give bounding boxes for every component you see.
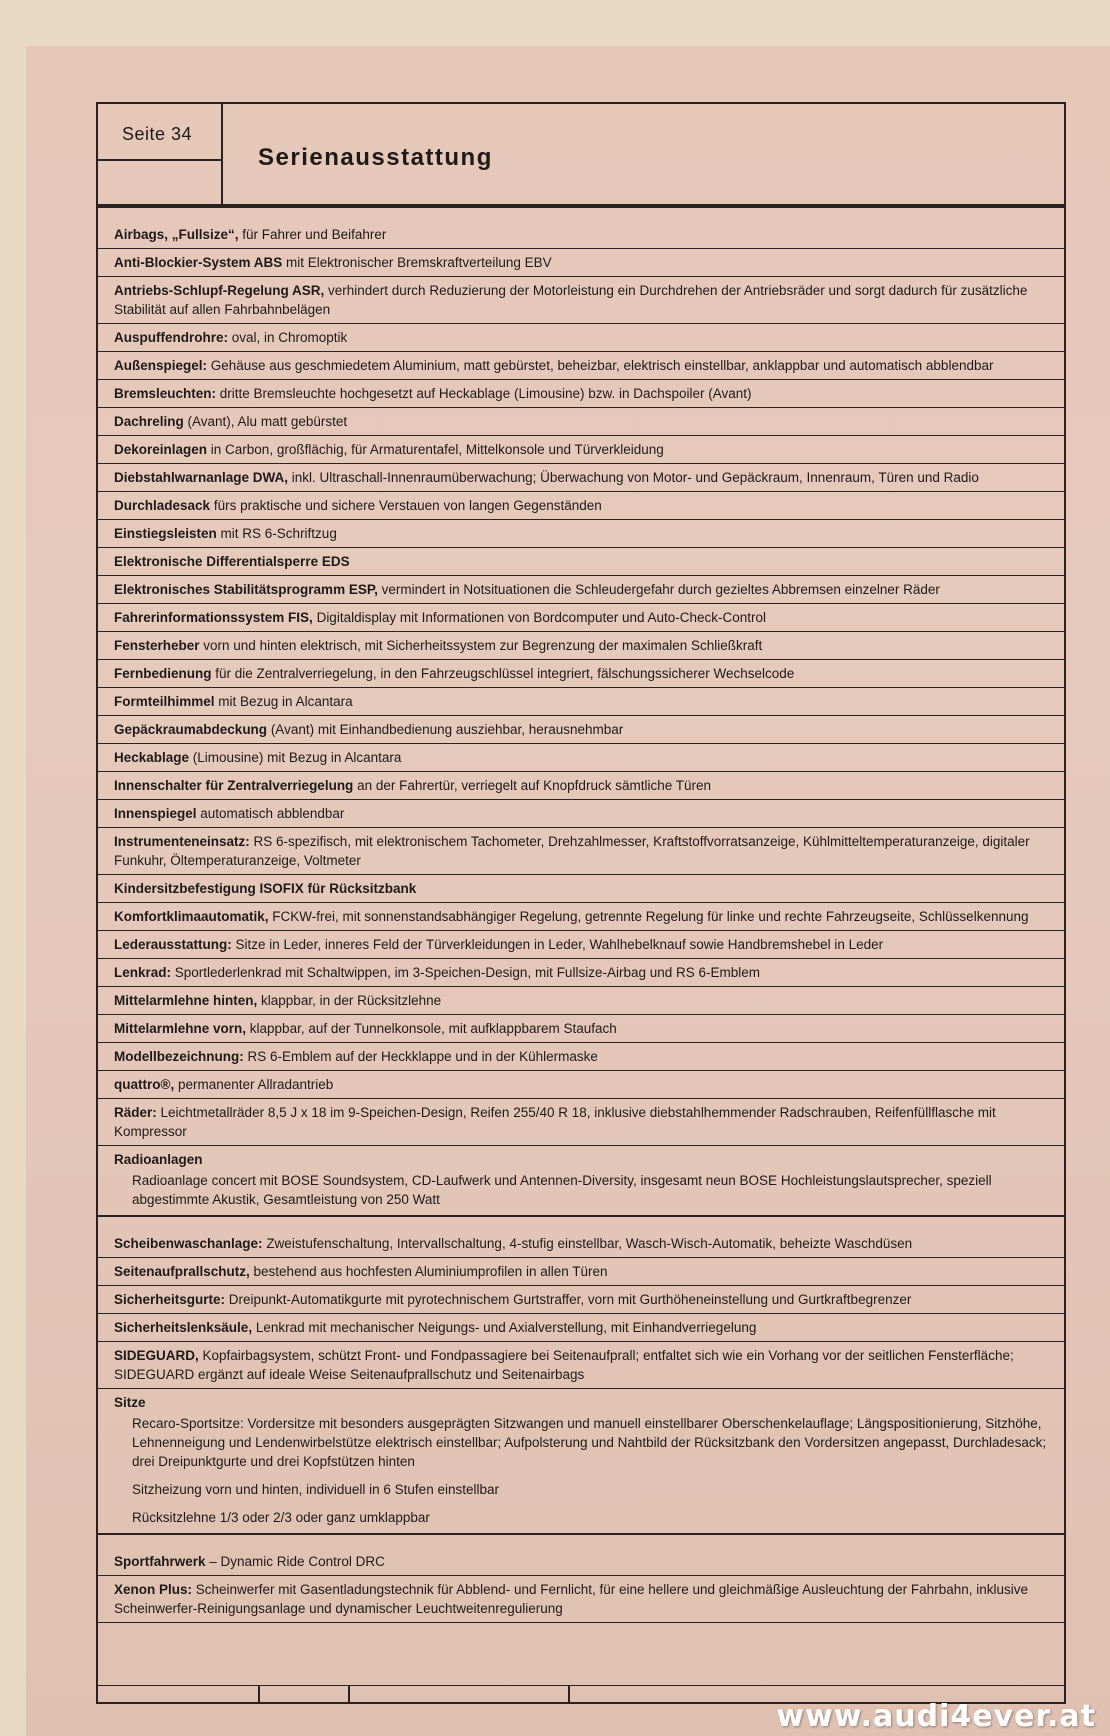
equipment-row — [98, 603, 1064, 631]
equipment-term: Bremsleuchten: — [114, 386, 217, 401]
equipment-term: Fensterheber — [114, 638, 200, 653]
equipment-term: Xenon Plus: — [114, 1582, 193, 1597]
equipment-description: inkl. Ultraschall-Innenraumüberwachung; Überwachung von Motor- und Gepäckraum, Innenraum, Türen und Radio — [288, 470, 979, 485]
equipment-row — [98, 715, 1064, 743]
equipment-description: verhindert durch Reduzierung der Motorleistung ein Durchdrehen der Antriebsräder und sorgt dadurch für zusätzliche Stabilität auf allen Fahrbahnbelägen — [114, 283, 1028, 317]
equipment-term: Kindersitzbefestigung ISOFIX für Rücksitzbank — [114, 881, 417, 896]
equipment-description: Gehäuse aus geschmiedetem Aluminium, matt gebürstet, beheizbar, elektrisch einstellbar, anklappbar und automatisch abblendbar — [207, 358, 994, 373]
equipment-term: SIDEGUARD, — [114, 1348, 199, 1363]
footer-divider — [348, 1686, 350, 1702]
equipment-sub-item: Recaro-Sportsitze: Vordersitze mit besonders ausgeprägten Sitzwangen und manuell einstellbarer Oberschenkelauflage; Längspositionierung, Sitzhöhe, Lehnenneigung und Lendenwirbelstütze elektrisch einstellbar; Aufpolsterung und Nahtbild der Rücksitzbank den Vordersitzen angepasst, Durchladesack; drei Dreipunktgurte und drei Kopfstützen hinten — [132, 1416, 1047, 1469]
equipment-description: RS 6-Emblem auf der Heckklappe und in der Kühlermaske — [243, 1049, 598, 1064]
equipment-description: Scheinwerfer mit Gasentladungstechnik für Abblend- und Fernlicht, für eine hellere und gleichmäßige Ausleuchtung der Fahrbahn, inklusive Scheinwerfer-Reinigungsanlage und dynamischer Leuchtweitenregulierung — [114, 1582, 1028, 1616]
equipment-term: Antriebs-Schlupf-Regelung ASR, — [114, 283, 325, 298]
equipment-row — [98, 1070, 1064, 1098]
equipment-description: automatisch abblendbar — [196, 806, 345, 821]
equipment-row — [98, 248, 1064, 276]
equipment-term: Elektronische Differentialsperre EDS — [114, 554, 350, 569]
equipment-row — [98, 659, 1064, 687]
blank-row — [98, 1622, 1064, 1685]
equipment-description: klappbar, auf der Tunnelkonsole, mit aufklappbarem Staufach — [246, 1021, 617, 1036]
equipment-sub-item: Rücksitzlehne 1/3 oder 2/3 oder ganz umklappbar — [132, 1510, 430, 1525]
equipment-row — [98, 1215, 1064, 1257]
equipment-description: Zweistufenschaltung, Intervallschaltung, 4-stufig einstellbar, Wasch-Wisch-Automatik, beheizte Waschdüsen — [262, 1236, 913, 1251]
equipment-term: Lederausstattung: — [114, 937, 232, 952]
equipment-row — [98, 631, 1064, 659]
equipment-term: Innenschalter für Zentralverriegelung — [114, 778, 354, 793]
equipment-term: Dekoreinlagen — [114, 442, 208, 457]
page-title: Serienausstattung — [258, 144, 493, 171]
equipment-row — [98, 1533, 1064, 1575]
equipment-row — [98, 958, 1064, 986]
equipment-row — [98, 276, 1064, 323]
equipment-term: Scheibenwaschanlage: — [114, 1236, 263, 1251]
equipment-term: Lenkrad: — [114, 965, 172, 980]
equipment-description: Lenkrad mit mechanischer Neigungs- und Axialverstellung, mit Einhandverriegelung — [252, 1320, 757, 1335]
equipment-term: Anti-Blockier-System ABS — [114, 255, 283, 270]
equipment-description: mit Bezug in Alcantara — [214, 694, 353, 709]
equipment-description: fürs praktische und sichere Verstauen von langen Gegenständen — [210, 498, 602, 513]
equipment-term: Außenspiegel: — [114, 358, 208, 373]
equipment-row — [98, 575, 1064, 603]
equipment-row — [98, 771, 1064, 799]
equipment-row — [98, 491, 1064, 519]
equipment-description: vermindert in Notsituationen die Schleudergefahr durch gezieltes Abbremsen einzelner Räder — [377, 582, 940, 597]
equipment-row — [98, 874, 1064, 902]
equipment-term: Seitenaufprallschutz, — [114, 1264, 250, 1279]
equipment-term: Diebstahlwarnanlage DWA, — [114, 470, 289, 485]
equipment-term: quattro®, — [114, 1077, 175, 1092]
equipment-description: an der Fahrertür, verriegelt auf Knopfdruck sämtliche Türen — [353, 778, 711, 793]
equipment-row — [98, 1098, 1064, 1145]
equipment-description: für die Zentralverriegelung, in den Fahrzeugschlüssel integriert, fälschungssicherer Wechselcode — [211, 666, 795, 681]
equipment-term: Durchladesack — [114, 498, 211, 513]
equipment-term: Modellbezeichnung: — [114, 1049, 244, 1064]
equipment-row — [98, 206, 1064, 248]
equipment-term: Sicherheitslenksäule, — [114, 1320, 253, 1335]
equipment-description: Digitaldisplay mit Informationen von Bordcomputer und Auto-Check-Control — [312, 610, 767, 625]
equipment-term: Airbags, „Fullsize“, — [114, 227, 239, 242]
page-number-cell — [98, 104, 223, 161]
equipment-row — [98, 1575, 1064, 1622]
equipment-term: Räder: — [114, 1105, 157, 1120]
footer-divider — [258, 1686, 260, 1702]
equipment-description: mit RS 6-Schriftzug — [216, 526, 337, 541]
equipment-term: Dachreling — [114, 414, 184, 429]
equipment-term: Formteilhimmel — [114, 694, 215, 709]
equipment-sub-item: Radioanlage concert mit BOSE Soundsystem, CD-Laufwerk und Antennen-Diversity, insgesamt neun BOSE Hochleistungslautsprecher, speziell abgestimmte Akustik, Gesamtleistung von 250 Watt — [132, 1173, 992, 1207]
equipment-row — [98, 902, 1064, 930]
equipment-row — [98, 547, 1064, 575]
equipment-term: Mittelarmlehne vorn, — [114, 1021, 247, 1036]
equipment-term: Sitze — [114, 1395, 146, 1410]
equipment-row — [98, 1285, 1064, 1313]
equipment-description: Kopfairbagsystem, schützt Front- und Fondpassagiere bei Seitenaufprall; entfaltet sich wie ein Vorhang vor der seitlichen Fensterfläche; SIDEGUARD ergänzt auf ideale Weise Seitenaufprallschutz und Seitenairbags — [114, 1348, 1014, 1382]
equipment-term: Sicherheitsgurte: — [114, 1292, 226, 1307]
equipment-row — [98, 930, 1064, 958]
equipment-row — [98, 351, 1064, 379]
equipment-row — [98, 827, 1064, 874]
equipment-row — [98, 1313, 1064, 1341]
equipment-row — [98, 519, 1064, 547]
equipment-term: Komfortklimaautomatik, — [114, 909, 269, 924]
footer-divider — [568, 1686, 570, 1702]
equipment-description: – Dynamic Ride Control DRC — [205, 1554, 385, 1569]
equipment-description: oval, in Chromoptik — [228, 330, 348, 345]
equipment-description: dritte Bremsleuchte hochgesetzt auf Heckablage (Limousine) bzw. in Dachspoiler (Avant) — [216, 386, 752, 401]
equipment-description: bestehend aus hochfesten Aluminiumprofilen in allen Türen — [249, 1264, 608, 1279]
equipment-term: Sportfahrwerk — [114, 1554, 206, 1569]
equipment-row — [98, 1042, 1064, 1070]
equipment-description: Leichtmetallräder 8,5 J x 18 im 9-Speichen-Design, Reifen 255/40 R 18, inklusive diebstahlhemmender Radschrauben, Reifenfüllflasche mit Kompressor — [114, 1105, 996, 1139]
equipment-row — [98, 799, 1064, 827]
equipment-row-seats — [98, 1388, 1064, 1533]
page-number: Seite 34 — [122, 124, 193, 144]
equipment-row — [98, 463, 1064, 491]
header-empty-cell — [98, 161, 223, 206]
equipment-row — [98, 986, 1064, 1014]
equipment-term: Fahrerinformationssystem FIS, — [114, 610, 313, 625]
equipment-row — [98, 1341, 1064, 1388]
equipment-description: (Limousine) mit Bezug in Alcantara — [189, 750, 402, 765]
equipment-description: Sportlederlenkrad mit Schaltwippen, im 3-Speichen-Design, mit Fullsize-Airbag und RS 6-Emblem — [171, 965, 761, 980]
equipment-description: permanenter Allradantrieb — [174, 1077, 334, 1092]
equipment-row — [98, 379, 1064, 407]
equipment-term: Gepäckraumabdeckung — [114, 722, 268, 737]
equipment-description: (Avant), Alu matt gebürstet — [183, 414, 348, 429]
equipment-term: Mittelarmlehne hinten, — [114, 993, 258, 1008]
equipment-description: für Fahrer und Beifahrer — [238, 227, 387, 242]
equipment-term: Innenspiegel — [114, 806, 197, 821]
equipment-term: Elektronisches Stabilitätsprogramm ESP, — [114, 582, 378, 597]
equipment-row-radio — [98, 1145, 1064, 1215]
equipment-row — [98, 407, 1064, 435]
equipment-row — [98, 435, 1064, 463]
equipment-row — [98, 1257, 1064, 1285]
page-header — [96, 102, 1066, 204]
equipment-row — [98, 1014, 1064, 1042]
watermark-text: www.audi4ever.at — [776, 1699, 1096, 1734]
equipment-term: Heckablage — [114, 750, 190, 765]
equipment-term: Auspuffendrohre: — [114, 330, 228, 345]
equipment-row — [98, 323, 1064, 351]
equipment-description: vorn und hinten elektrisch, mit Sicherheitssystem zur Begrenzung der maximalen Schließkraft — [199, 638, 763, 653]
equipment-term: Fernbedienung — [114, 666, 212, 681]
equipment-term: Instrumenteneinsatz: — [114, 834, 250, 849]
equipment-row — [98, 743, 1064, 771]
equipment-description: mit Elektronischer Bremskraftverteilung EBV — [282, 255, 552, 270]
equipment-description: (Avant) mit Einhandbedienung ausziehbar, herausnehmbar — [267, 722, 624, 737]
equipment-description: Sitze in Leder, inneres Feld der Türverkleidungen in Leder, Wahlhebelknauf sowie Handbremshebel in Leder — [231, 937, 884, 952]
equipment-description: klappbar, in der Rücksitzlehne — [257, 993, 442, 1008]
equipment-term: Radioanlagen — [114, 1152, 203, 1167]
equipment-term: Einstiegsleisten — [114, 526, 217, 541]
equipment-row — [98, 687, 1064, 715]
equipment-sub-item: Sitzheizung vorn und hinten, individuell in 6 Stufen einstellbar — [132, 1482, 499, 1497]
equipment-description: in Carbon, großflächig, für Armaturentafel, Mittelkonsole und Türverkleidung — [207, 442, 664, 457]
equipment-description: FCKW-frei, mit sonnenstandsabhängiger Regelung, getrennte Regelung für linke und rechte Fahrzeugseite, Schlüsselkennung — [268, 909, 1029, 924]
equipment-description: RS 6-spezifisch, mit elektronischem Tachometer, Drehzahlmesser, Kraftstoffvorratsanzeige, Kühlmitteltemperaturanzeige, digitaler Funkuhr, Öltemperaturanzeige, Voltmeter — [114, 834, 1030, 868]
equipment-description: Dreipunkt-Automatikgurte mit pyrotechnischem Gurtstraffer, vorn mit Gurthöheneinstellung und Gurtkraftbegrenzer — [225, 1292, 912, 1307]
equipment-table — [96, 204, 1066, 1704]
